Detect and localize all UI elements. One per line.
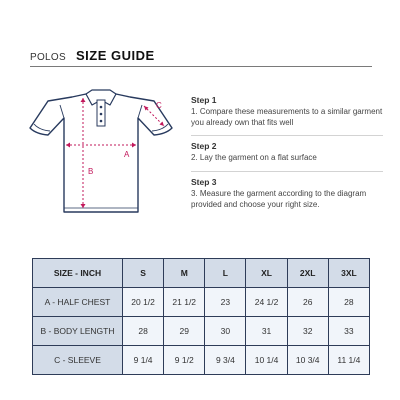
step-2 xyxy=(191,141,386,163)
table-cell: 30 xyxy=(205,317,246,346)
row-label: A - HALF CHEST xyxy=(33,288,123,317)
step-3-title: Step 3 xyxy=(191,176,217,187)
table-header-row xyxy=(33,259,370,288)
step-1-text: 1. Compare these measurements to a similar garment you already own that fits well xyxy=(191,107,383,128)
row-label: B - BODY LENGTH xyxy=(33,317,123,346)
table-cell: 32 xyxy=(287,317,328,346)
table-cell: 20 1/2 xyxy=(123,288,164,317)
table-cell: 33 xyxy=(328,317,369,346)
step-2-text: 2. Lay the garment on a flat surface xyxy=(191,153,317,163)
label-c: C xyxy=(156,101,162,110)
step-1 xyxy=(191,95,386,128)
size-chart-table xyxy=(32,258,370,375)
step-2-title: Step 2 xyxy=(191,141,217,152)
table-cell: 31 xyxy=(246,317,287,346)
table-cell: 28 xyxy=(123,317,164,346)
table-cell: 9 3/4 xyxy=(205,346,246,375)
page-title: SIZE GUIDE xyxy=(75,48,155,63)
button-middle xyxy=(100,113,103,116)
size-header: 3XL xyxy=(328,259,369,288)
size-header: M xyxy=(164,259,205,288)
table-cell: 10 1/4 xyxy=(246,346,287,375)
step-1-title: Step 1 xyxy=(191,95,217,105)
label-b: B xyxy=(88,167,94,176)
brand-label: POLOS xyxy=(30,52,66,63)
table-cell: 9 1/2 xyxy=(164,346,205,375)
size-header: S xyxy=(123,259,164,288)
table-cell: 11 1/4 xyxy=(328,346,369,375)
table-cell: 10 3/4 xyxy=(287,346,328,375)
table-cell: 21 1/2 xyxy=(164,288,205,317)
instructions-panel xyxy=(191,95,386,210)
button-bottom xyxy=(100,120,103,123)
step-3 xyxy=(191,177,386,210)
button-top xyxy=(100,106,103,109)
table-row xyxy=(33,346,370,375)
table-cell: 26 xyxy=(287,288,328,317)
size-header: XL xyxy=(246,259,287,288)
table-row xyxy=(33,317,370,346)
header-divider xyxy=(30,66,372,67)
table-row xyxy=(33,288,370,317)
label-a: A xyxy=(124,150,130,159)
page-header xyxy=(30,48,155,63)
table-cell: 28 xyxy=(328,288,369,317)
table-cell: 23 xyxy=(205,288,246,317)
row-label: C - SLEEVE xyxy=(33,346,123,375)
step-divider xyxy=(191,171,383,172)
table-cell: 24 1/2 xyxy=(246,288,287,317)
size-header: 2XL xyxy=(287,259,328,288)
table-cell: 29 xyxy=(164,317,205,346)
polo-shirt-diagram xyxy=(26,88,176,223)
step-divider xyxy=(191,135,383,136)
header-label: SIZE - INCH xyxy=(33,259,123,288)
table-cell: 9 1/4 xyxy=(123,346,164,375)
size-header: L xyxy=(205,259,246,288)
step-3-text: 3. Measure the garment according to the diagram provided and choose your right size. xyxy=(191,188,367,209)
